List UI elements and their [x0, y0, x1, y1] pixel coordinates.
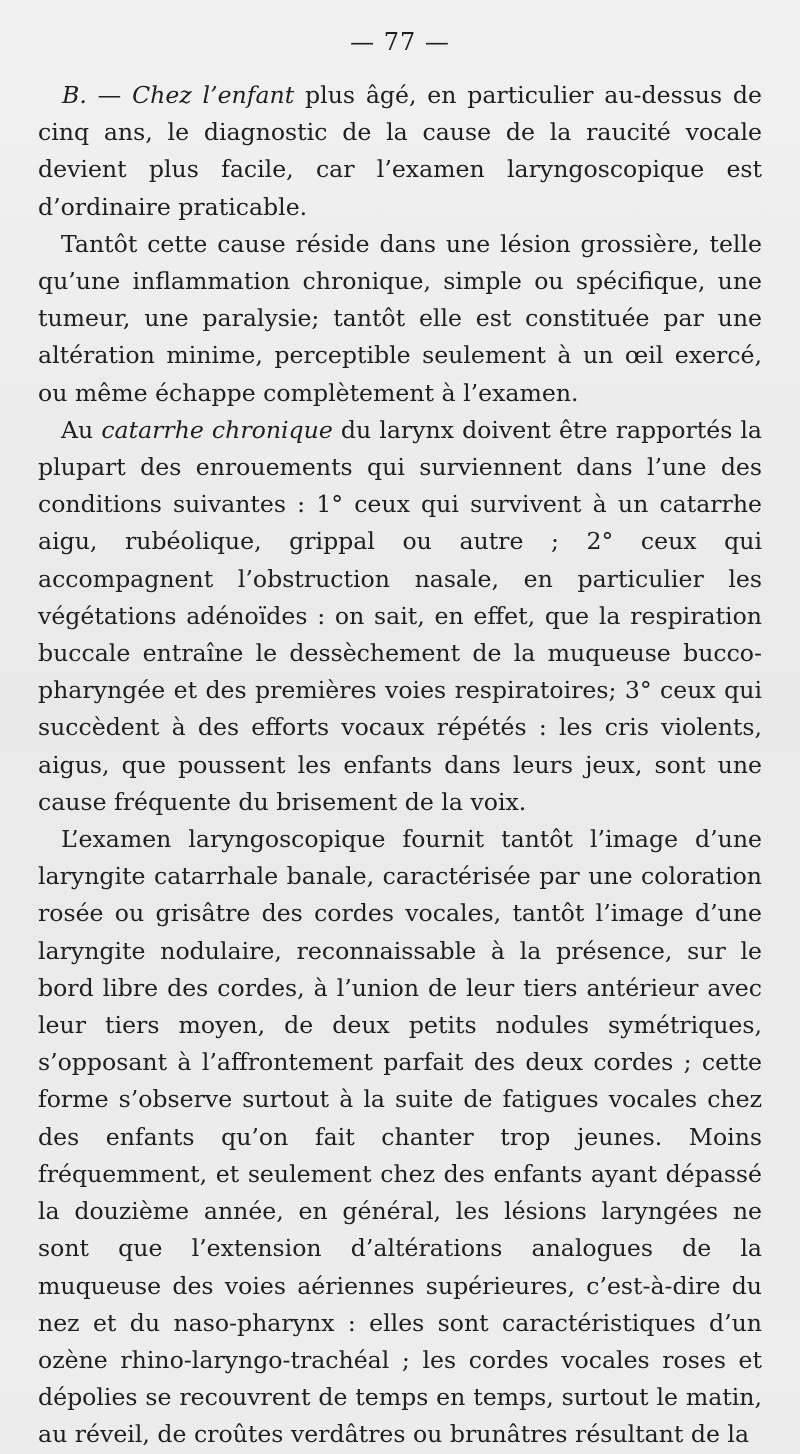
paragraph-4: L’examen laryngoscopique fournit tantôt l’image d’une laryngite catarrhale banale, caractérisée par une coloration rosée ou grisâtre des cordes vocales, tantôt l’image d’une laryngite nodulaire, reconnaissable à la présence, sur le bord libre des cordes, à l’union de leur tiers antérieur avec leur tiers moyen, de deux petits nodules symétriques, s’opposant à l’affrontement parfait des deux cordes ; cette forme s’observe surtout à la suite de fatigues vocales chez des enfants qu’on fait chanter trop jeunes. Moins fréquemment, et seulement chez des enfants ayant dépassé la douzième année, en général, les lésions laryngées ne sont que l’extension d’altérations analogues de la muqueuse des voies aériennes supérieures, c’est-à-dire du nez et du naso-pharynx : elles sont caractéristiques d’un ozène rhino-laryngo-trachéal ; les cordes vocales roses et dépolies se recouvrent de temps en temps, surtout le matin, au réveil, de croûtes verdâtres ou brunâtres résultant de la — [38, 825, 762, 1449]
paragraph-1 — [38, 77, 762, 226]
paragraph-3 — [38, 412, 762, 821]
paragraph-3-italic: catarrhe chronique — [101, 415, 333, 444]
paragraph-1-text: plus âgé, en particulier au-dessus de cinq ans, le diagnostic de la cause de la raucité vocale devient plus facile, car l’examen laryngoscopique est d’ordinaire praticable. — [38, 81, 762, 221]
paragraph-3-after: du larynx doivent être rapportés la plupart des enrouements qui surviennent dans l’une des conditions suivantes : 1° ceux qui survivent à un catarrhe aigu, rubéolique, grippal ou autre ; 2° ceux qui accompagnent l’obstruction nasale, en particulier les végétations adénoïdes : on sait, en effet, que la respiration buccale entraîne le dessèchement de la muqueuse bucco-pharyngée et des premières voies respiratoires; 3° ceux qui succèdent à des efforts vocaux répétés : les cris violents, aigus, que poussent les enfants dans leurs jeux, sont une cause fréquente du brisement de la voix. — [38, 415, 762, 816]
paragraph-3-before: Au — [61, 415, 102, 444]
page-number: — 77 — — [350, 28, 450, 56]
body-text — [38, 77, 762, 1454]
paragraph-1-lead: B. — Chez l’enfant — [62, 81, 295, 109]
paragraph-2: Tantôt cette cause réside dans une lésion grossière, telle qu’une inflammation chronique, simple ou spécifique, une tumeur, une paralysie; tantôt elle est constituée par une altération minime, perceptible seulement à un œil exercé, ou même échappe complètement à l’examen. — [38, 229, 762, 407]
